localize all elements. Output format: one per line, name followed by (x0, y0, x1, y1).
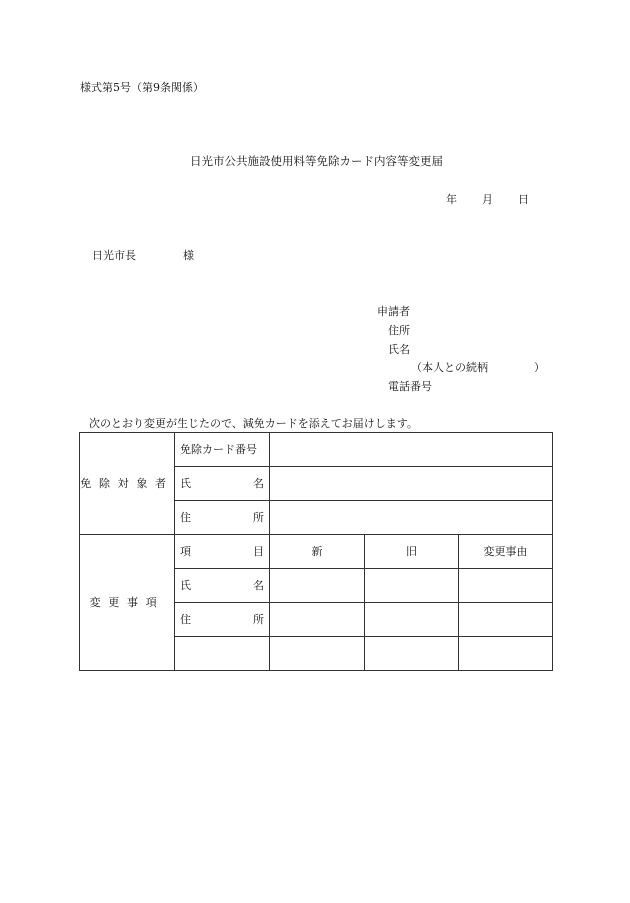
change-address-old-field[interactable] (365, 603, 459, 637)
addressee-honorific: 様 (183, 249, 194, 262)
reason-header: 変更事由 (459, 535, 553, 569)
change-address-new-field[interactable] (270, 603, 365, 637)
change-name-new-field[interactable] (270, 569, 365, 603)
statement-text: 次のとおり変更が生じたので、減免カードを添えてお届けします。 (89, 417, 418, 430)
change-name-old-field[interactable] (365, 569, 459, 603)
page-title: 日光市公共施設使用料等免除カード内容等変更届 (190, 154, 443, 168)
applicant-relation-label: （本人との続柄 (411, 361, 488, 374)
exempt-person-group-label: 免除対象者 (80, 433, 175, 535)
change-name-reason-field[interactable] (459, 569, 553, 603)
changes-group-label: 変更事項 (80, 535, 175, 671)
new-header: 新 (270, 535, 365, 569)
change-other-old-field[interactable] (365, 637, 459, 671)
card-number-label: 免除カード番号 (175, 433, 270, 467)
change-name-label: 氏 名 (175, 569, 270, 603)
change-other-reason-field[interactable] (459, 637, 553, 671)
item-header: 項 目 (175, 535, 270, 569)
exempt-name-label: 氏 名 (175, 467, 270, 501)
applicant-address-label: 住所 (388, 324, 410, 337)
addressee-name: 日光市長 (92, 249, 136, 262)
change-other-new-field[interactable] (270, 637, 365, 671)
change-other-item-field[interactable] (175, 637, 270, 671)
date-day-label: 日 (518, 193, 529, 206)
table-row (80, 535, 553, 569)
date-month-label: 月 (482, 193, 493, 206)
date-year-label: 年 (446, 193, 457, 206)
applicant-relation-close: ） (534, 361, 545, 374)
applicant-name-label: 氏名 (388, 343, 410, 356)
exempt-address-label: 住 所 (175, 501, 270, 535)
card-number-field[interactable] (270, 433, 553, 467)
change-address-reason-field[interactable] (459, 603, 553, 637)
exempt-address-field[interactable] (270, 501, 553, 535)
form-table (79, 432, 553, 671)
applicant-phone-label: 電話番号 (388, 380, 432, 393)
table-row (80, 433, 553, 467)
form-number: 様式第5号（第9条関係） (80, 81, 204, 94)
change-address-label: 住 所 (175, 603, 270, 637)
old-header: 旧 (365, 535, 459, 569)
applicant-label: 申請者 (377, 305, 410, 318)
exempt-name-field[interactable] (270, 467, 553, 501)
